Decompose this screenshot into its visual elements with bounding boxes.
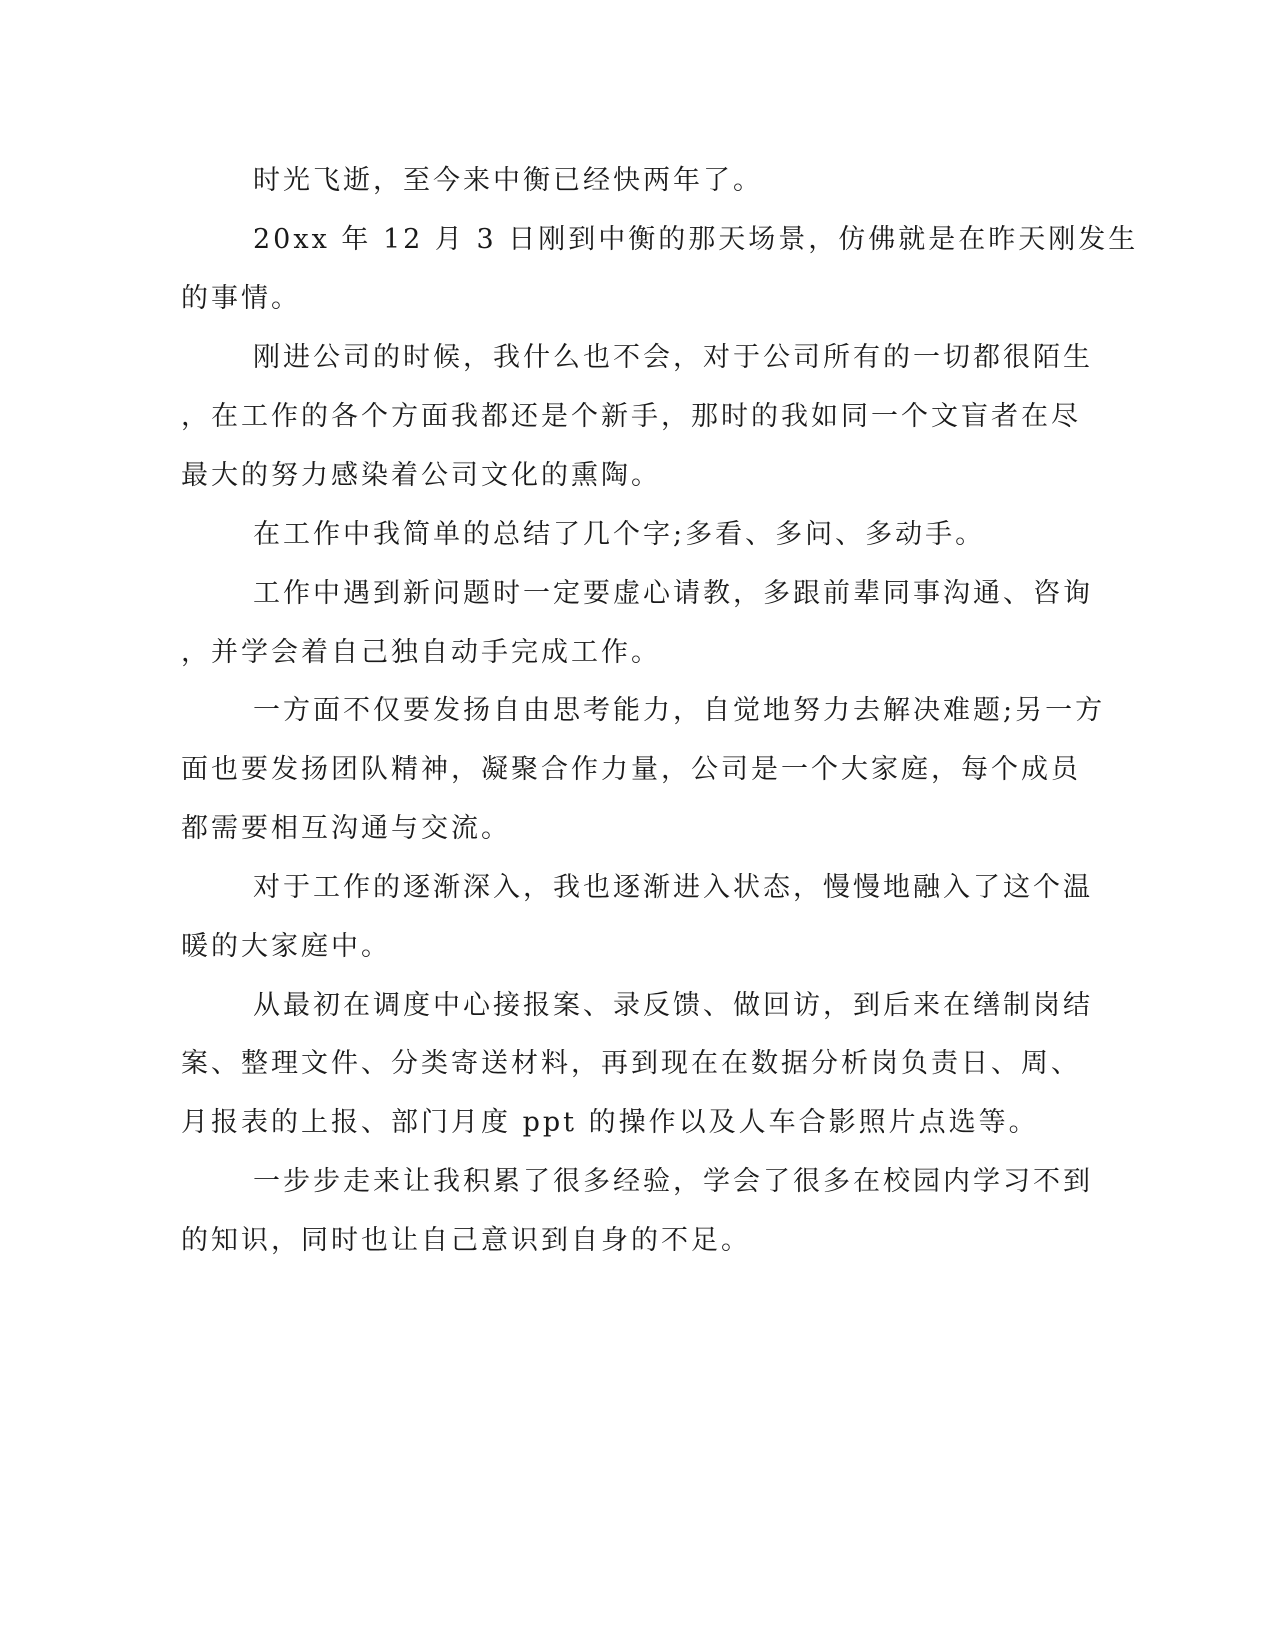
paragraph-line: 最大的努力感染着公司文化的熏陶。 [181,460,661,491]
paragraph-line: 暖的大家庭中。 [181,931,391,962]
paragraph-line: 从最初在调度中心接报案、录反馈、做回访，到后来在缮制岗结 [253,990,1093,1021]
paragraph-line: 的事情。 [181,283,301,314]
paragraph-line: 时光飞逝，至今来中衡已经快两年了。 [253,165,763,196]
paragraph-line: 20xx 年 12 月 3 日刚到中衡的那天场景，仿佛就是在昨天刚发生 [253,224,1139,255]
paragraph-line: 对于工作的逐渐深入，我也逐渐进入状态，慢慢地融入了这个温 [253,872,1093,903]
paragraph-line: 都需要相互沟通与交流。 [181,813,511,844]
paragraph-line: 案、整理文件、分类寄送材料，再到现在在数据分析岗负责日、周、 [181,1048,1081,1079]
paragraph-line: 面也要发扬团队精神，凝聚合作力量，公司是一个大家庭，每个成员 [181,754,1081,785]
paragraph-line: ，在工作的各个方面我都还是个新手，那时的我如同一个文盲者在尽 [181,401,1081,432]
paragraph-line: 一方面不仅要发扬自由思考能力，自觉地努力去解决难题;另一方 [253,695,1106,726]
paragraph-line: 刚进公司的时候，我什么也不会，对于公司所有的一切都很陌生 [253,342,1093,373]
paragraph-line: 一步步走来让我积累了很多经验，学会了很多在校园内学习不到 [253,1166,1093,1197]
paragraph-line: 工作中遇到新问题时一定要虚心请教，多跟前辈同事沟通、咨询 [253,578,1093,609]
paragraph-line: ，并学会着自己独自动手完成工作。 [181,637,661,668]
paragraph-line: 的知识，同时也让自己意识到自身的不足。 [181,1225,751,1256]
paragraph-line: 在工作中我简单的总结了几个字;多看、多问、多动手。 [253,519,986,550]
paragraph-line: 月报表的上报、部门月度 ppt 的操作以及人车合影照片点选等。 [181,1107,1039,1138]
